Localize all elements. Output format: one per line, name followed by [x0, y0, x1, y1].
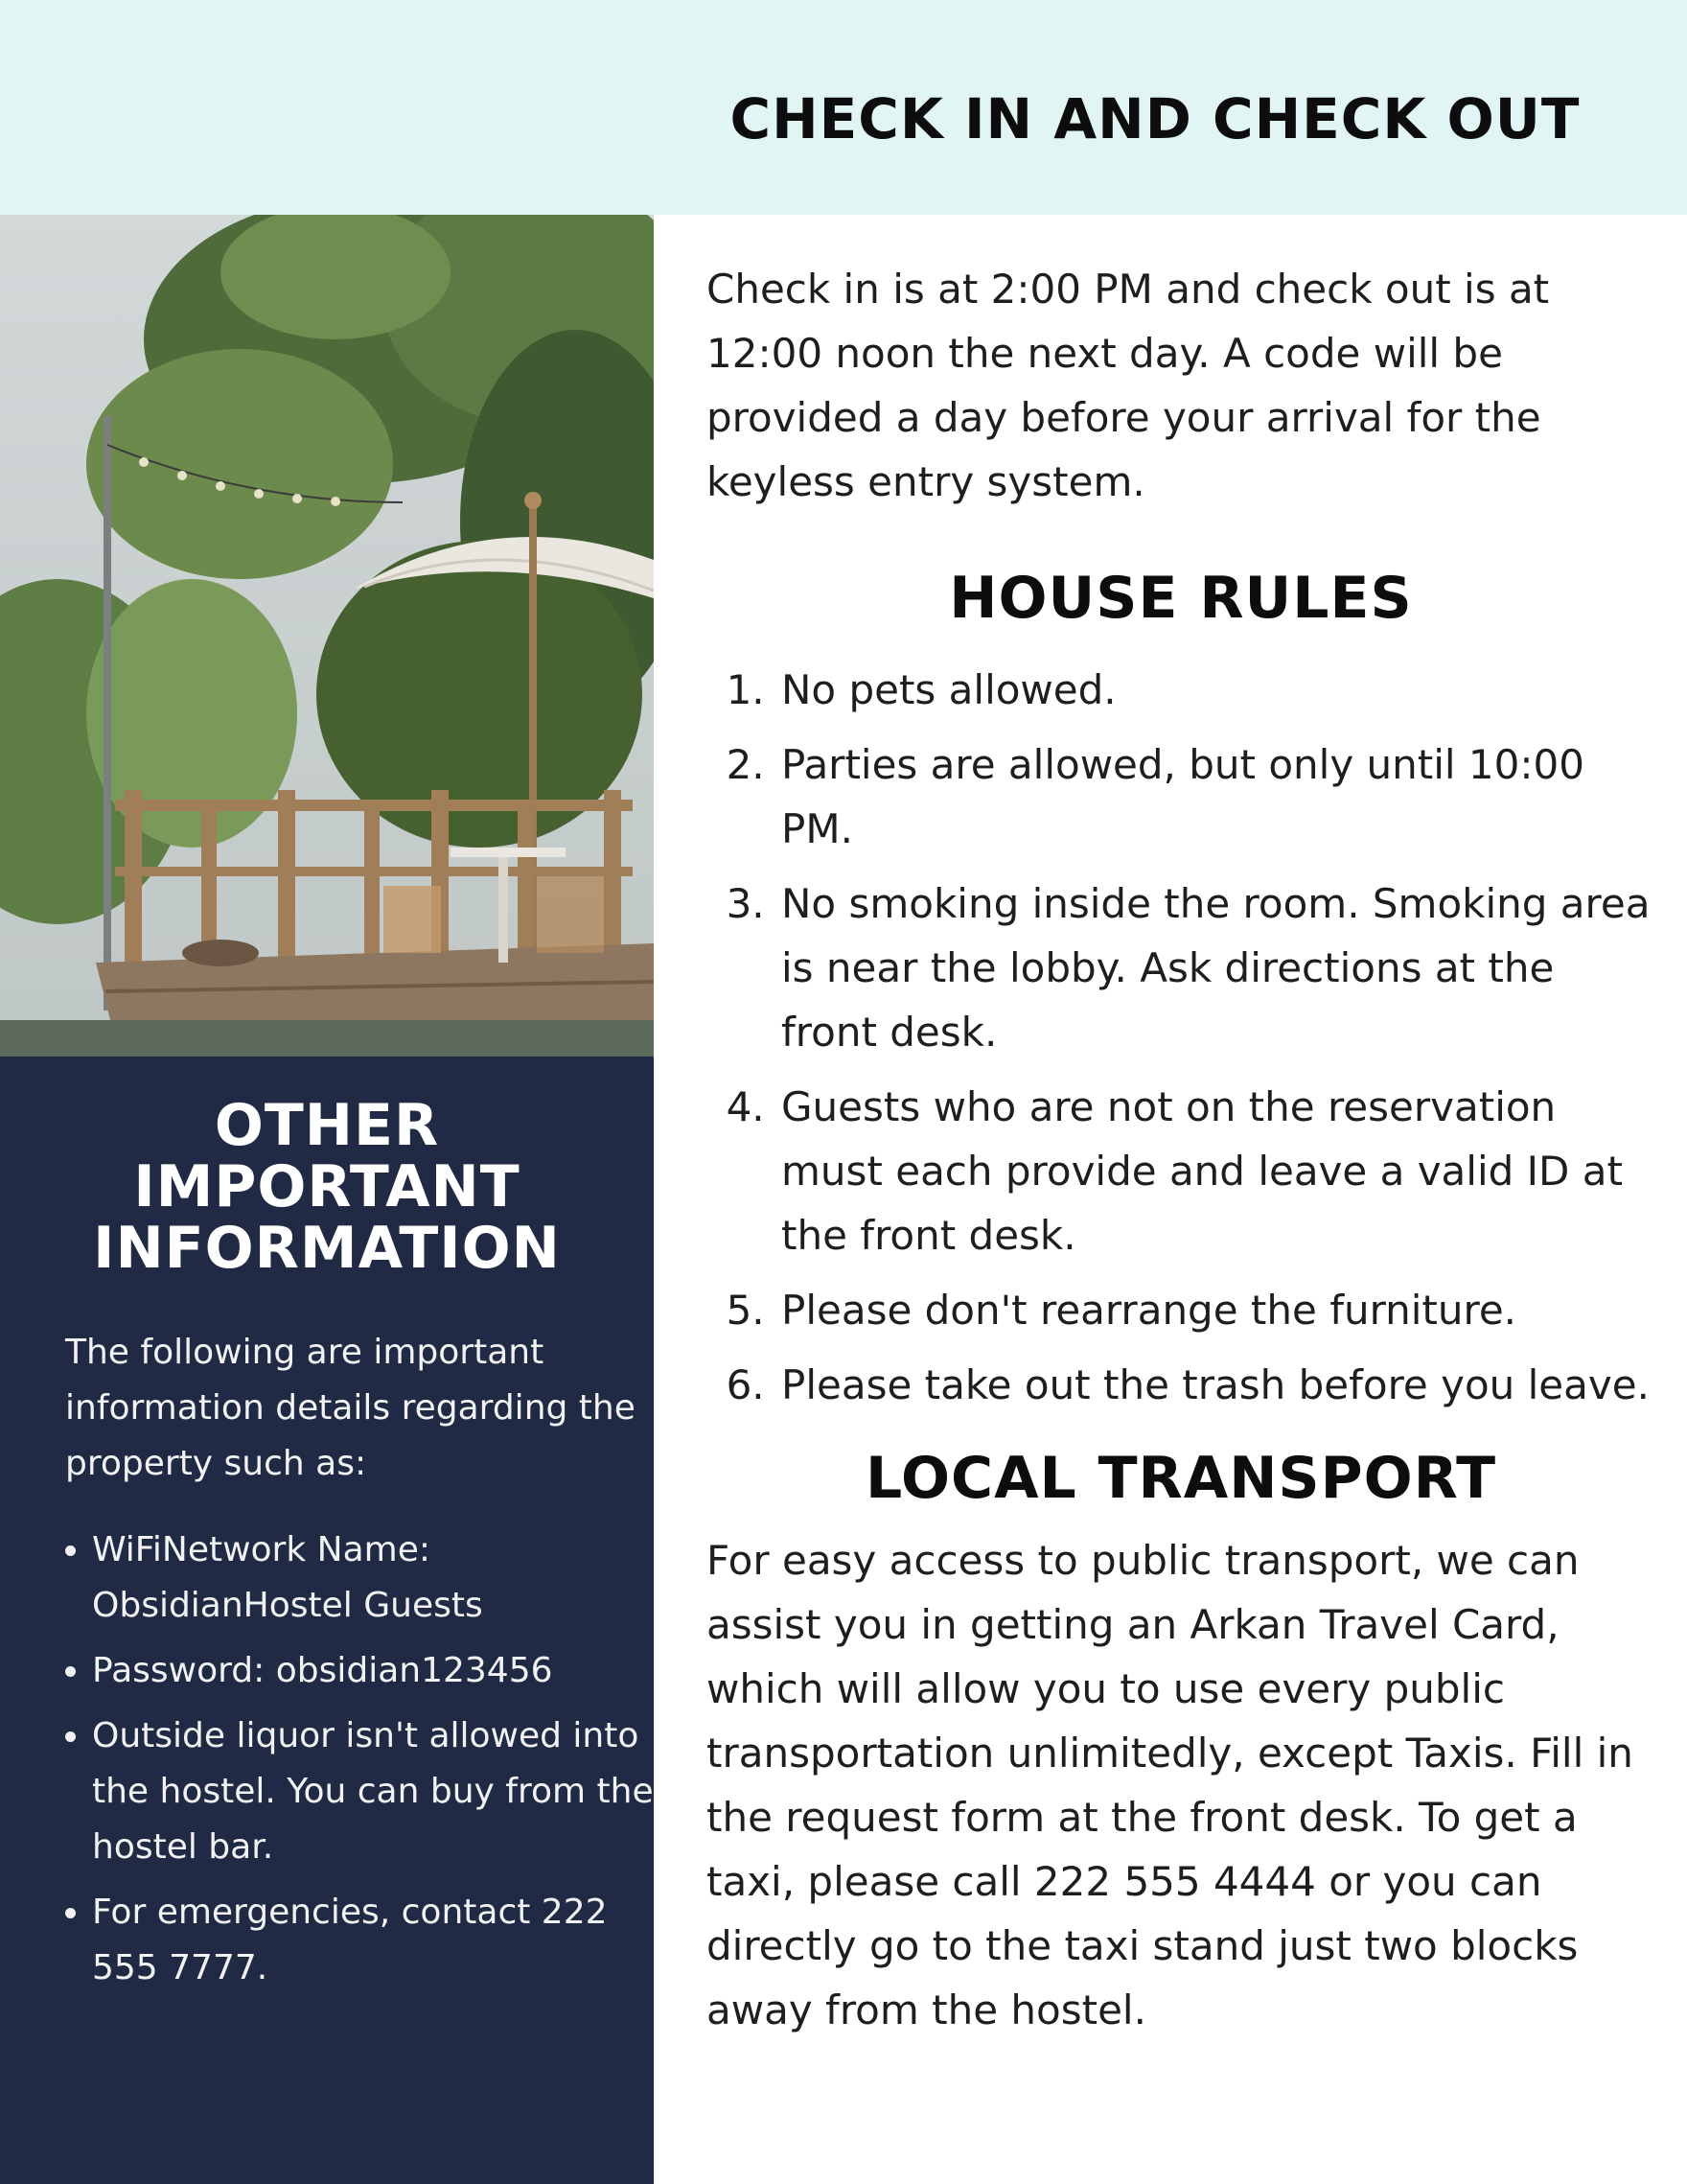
other-info-title-line: INFORMATION [93, 1215, 561, 1282]
house-rule-item: 2. Parties are allowed, but only until 10:00 PM. [777, 732, 1655, 861]
other-info-title-line: IMPORTANT [133, 1153, 520, 1220]
other-info-list [65, 1522, 667, 2006]
local-transport-paragraph: For easy access to public transport, we can assist you in getting an Arkan Travel Card, which will allow you to use every public transportation unlimitedly, except Taxis. Fill in the request form at the front desk. To get a taxi, please call 222 555 4444 or you can directly go to the taxi stand just two blocks away from the hostel. [706, 1537, 1633, 2033]
house-rule-item: 4. Guests who are not on the reservation must each provide and leave a valid ID at the front desk. [777, 1075, 1655, 1267]
house-rules-title: HOUSE RULES [949, 565, 1413, 632]
local-transport-title: LOCAL TRANSPORT [865, 1445, 1497, 1512]
terrace-photo-illustration [0, 215, 654, 1057]
other-info-title [0, 1092, 654, 1282]
other-info-item-emergency: • For emergencies, contact 222 555 7777. [92, 1885, 667, 1996]
other-info-intro: The following are important information details regarding the property such as: [65, 1333, 636, 1483]
other-info-item-password: • Password: obsidian123456 [92, 1643, 667, 1699]
other-info-item-liquor: • Outside liquor isn't allowed into the hostel. You can buy from the hostel bar. [92, 1708, 667, 1875]
terrace-photo [0, 215, 654, 1057]
other-info-item-wifi: • WiFiNetwork Name: ObsidianHostel Guests [92, 1522, 667, 1634]
house-rule-item: 6. Please take out the trash before you leave. [777, 1353, 1655, 1417]
page-title: CHECK IN AND CHECK OUT [729, 86, 1581, 151]
house-rule-item: 1. No pets allowed. [777, 658, 1655, 722]
other-info-panel [0, 1057, 654, 2184]
house-rules-list [706, 658, 1655, 1417]
checkin-paragraph: Check in is at 2:00 PM and check out is at 12:00 noon the next day. A code will be provided a day before your arrival for the keyless entry system. [706, 266, 1550, 505]
house-rule-item: 5. Please don't rearrange the furniture. [777, 1278, 1655, 1342]
other-info-title-line: OTHER [214, 1092, 440, 1159]
house-rule-item: 3. No smoking inside the room. Smoking area is near the lobby. Ask directions at the front desk. [777, 871, 1655, 1064]
main-content [706, 257, 1655, 2042]
